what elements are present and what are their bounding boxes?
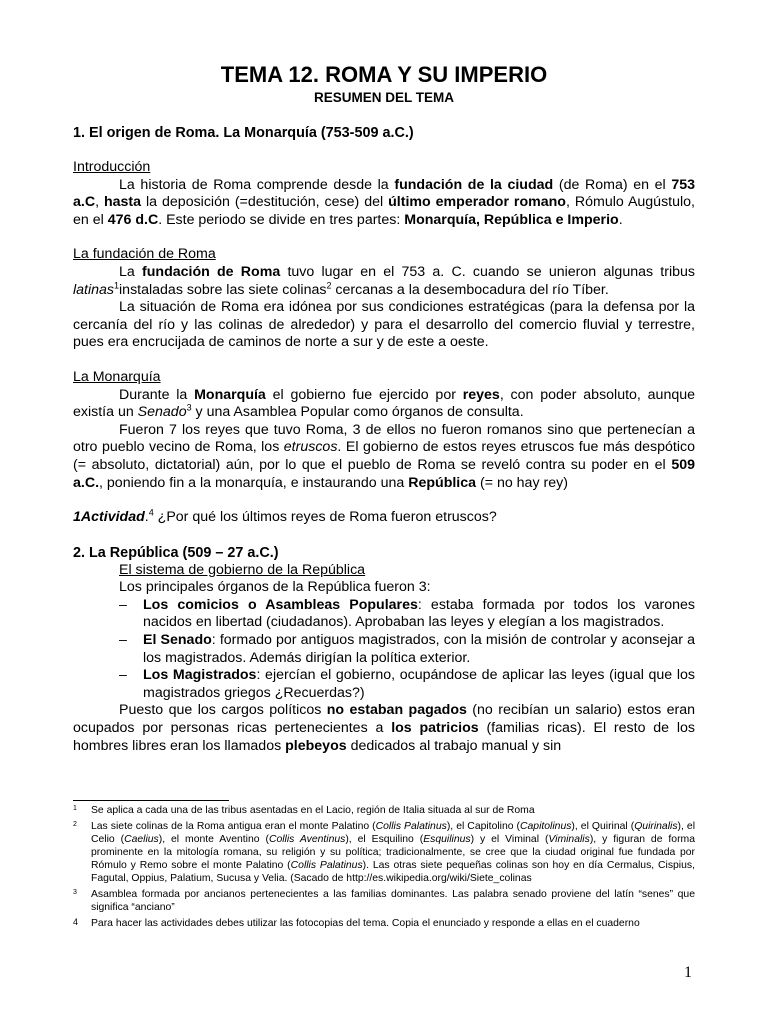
intro-block xyxy=(73,159,695,229)
section1-heading: 1. El origen de Roma. La Monarquía (753-509 a.C.) xyxy=(73,125,414,141)
intro-subheading: Introducción xyxy=(73,159,151,175)
foundation-paragraph-2: La situación de Roma era idónea por sus condiciones estratégicas (para la defensa por la cercanía del río y las colinas de alrededor) y para el desarrollo del comercio fluvial y terrestre, pues era encrucijada de caminos de norte a sur y de este a oeste. xyxy=(73,299,695,351)
page-title: TEMA 12. ROMA Y SU IMPERIO xyxy=(220,62,548,87)
footnote-4: 4 Para hacer las actividades debes utilizar las fotocopias del tema. Copia el enunciado y responde a ellas en el cuaderno xyxy=(73,917,640,929)
republic-organs-list xyxy=(73,597,695,703)
footnote-ref-1[interactable]: 1 xyxy=(114,279,120,290)
page-subtitle: RESUMEN DEL TEMA xyxy=(313,90,454,105)
list-item: – Los comicios o Asambleas Populares: estaba formada por todos los varones nacidos en libertad (ciudadanos). Aprobaban las leyes y elegían a los magistrados. xyxy=(143,597,695,632)
intro-paragraph: La historia de Roma comprende desde la fundación de la ciudad (de Roma) en el 753 a.C, hasta la deposición (=destitución, cese) del último emperador romano, Rómulo Augústulo, en el 476 d.C. Este periodo se divide en tres partes: Monarquía, República e Imperio. xyxy=(73,176,696,228)
document-page xyxy=(73,62,695,755)
footnotes xyxy=(73,804,695,933)
republic-lead: Los principales órganos de la República fueron 3: xyxy=(119,579,431,596)
foundation-subheading: La fundación de Roma xyxy=(73,246,216,263)
list-item: – El Senado: formado por antiguos magistrados, con la misión de controlar y aconsejar a los magistrados. Además dirigían la política exterior. xyxy=(143,632,695,667)
footnote-2: 2 Las siete colinas de la Roma antigua eran el monte Palatino (Collis Palatinus), el Capitolino (Capitolinus), el Quirinal (Quirinalis), el Celio (Caelius), el monte Aventino (Collis Aventinus), el Esquilino (Esquilinus) y el Viminal (Viminalis), y figuran de forma prominente en la mitología romana, su religión y su política; tradicionalmente, se cree que la ciudad original fue fundada por Rómulo y Remo sobre el monte Palatino (Collis Palatinus). Las otras siete pequeñas colinas son hoy en día Cermalus, Cispius, Fagutal, Oppius, Palatium, Sucusa y Velia. (Sacado de http://es.wikipedia.org/wiki/Siete_colinas xyxy=(73,821,695,884)
list-item: – Los Magistrados: ejercían el gobierno, ocupándose de aplicar las leyes (igual que los magistrados griegos ¿Recuerdas?) xyxy=(143,667,695,702)
footnote-separator xyxy=(73,800,229,801)
foundation-paragraph-1: La fundación de Roma tuvo lugar en el 753 a. C. cuando se unieron algunas tribus latinas$^1$instaladas sobre las siete colinas$^2$ cercanas a la desembocadura del río Tíber. xyxy=(73,263,695,298)
footnote-1: 1 Se aplica a cada una de las tribus asentadas en el Lacio, región de Italia situada al sur de Roma xyxy=(73,805,535,816)
republic-closing-paragraph: Puesto que los cargos políticos no estaban pagados (no recibían un salario) estos eran ocupados por personas ricas pertenecientes a los patricios (familias ricas). El resto de los hombres libres eran los llamados plebeyos dedicados al trabajo manual y sin xyxy=(73,702,696,754)
activity-1: 1Actividad.$^4$ ¿Por qué los últimos reyes de Roma fueron etruscos? xyxy=(73,507,497,526)
footnote-2-text: Las siete colinas de la Roma antigua eran el monte Palatino (Collis Palatinus), el Capitolino (Capitolinus), el Quirinal (Quirinalis), el Celio (Caelius), el monte Aventino (Collis Aventinus), el Esquilino (Esquilinus) y el Viminal (Viminalis), y figuran de forma prominente en la mitología romana, su religión y su política; tradicionalmente, se cree que la ciudad original fue fundada por Rómulo y Remo sobre el monte Palatino (Collis Palatinus). Las otras siete pequeñas colinas son hoy en día Cermalus, Cispius, Fagutal, Oppius, Palatium, Sucusa y Velia. (Sacado de http://es.wikipedia.org/wiki/Siete_colinas xyxy=(91,821,695,884)
footnote-3: 3 Asamblea formada por ancianos pertenecientes a las familias dominantes. Las palabra senado proviene del latín “senes” que significa “anciano” xyxy=(73,889,695,913)
section2-heading: 2. La República (509 – 27 a.C.) xyxy=(73,544,279,561)
monarchy-block xyxy=(73,369,695,492)
footnote-ref-4[interactable]: 4 xyxy=(148,507,154,518)
page-number: 1 xyxy=(684,964,692,981)
monarchy-paragraph-2: Fueron 7 los reyes que tuvo Roma, 3 de ellos no fueron romanos sino que pertenecían a otro pueblo vecino de Roma, los etruscos. El gobierno de estos reyes etruscos fue más despótico (= absoluto, dictatorial) aún, por lo que el pueblo de Roma se reveló contra su poder en el 509 a.C., poniendo fin a la monarquía, e instaurando una República (= no hay rey) xyxy=(73,421,695,491)
monarchy-subheading: La Monarquía xyxy=(73,368,161,385)
monarchy-paragraph-1: Durante la Monarquía el gobierno fue ejercido por reyes, con poder absoluto, aunque existía un Senado$^3$ y una Asamblea Popular como órganos de consulta. xyxy=(73,386,696,421)
activity-label: 1Actividad xyxy=(73,509,145,526)
republic-subheading: El sistema de gobierno de la República xyxy=(119,561,366,578)
foundation-block xyxy=(73,246,695,352)
footnote-ref-2[interactable]: 2 xyxy=(326,279,332,290)
footnote-ref-3[interactable]: 3 xyxy=(186,402,192,413)
